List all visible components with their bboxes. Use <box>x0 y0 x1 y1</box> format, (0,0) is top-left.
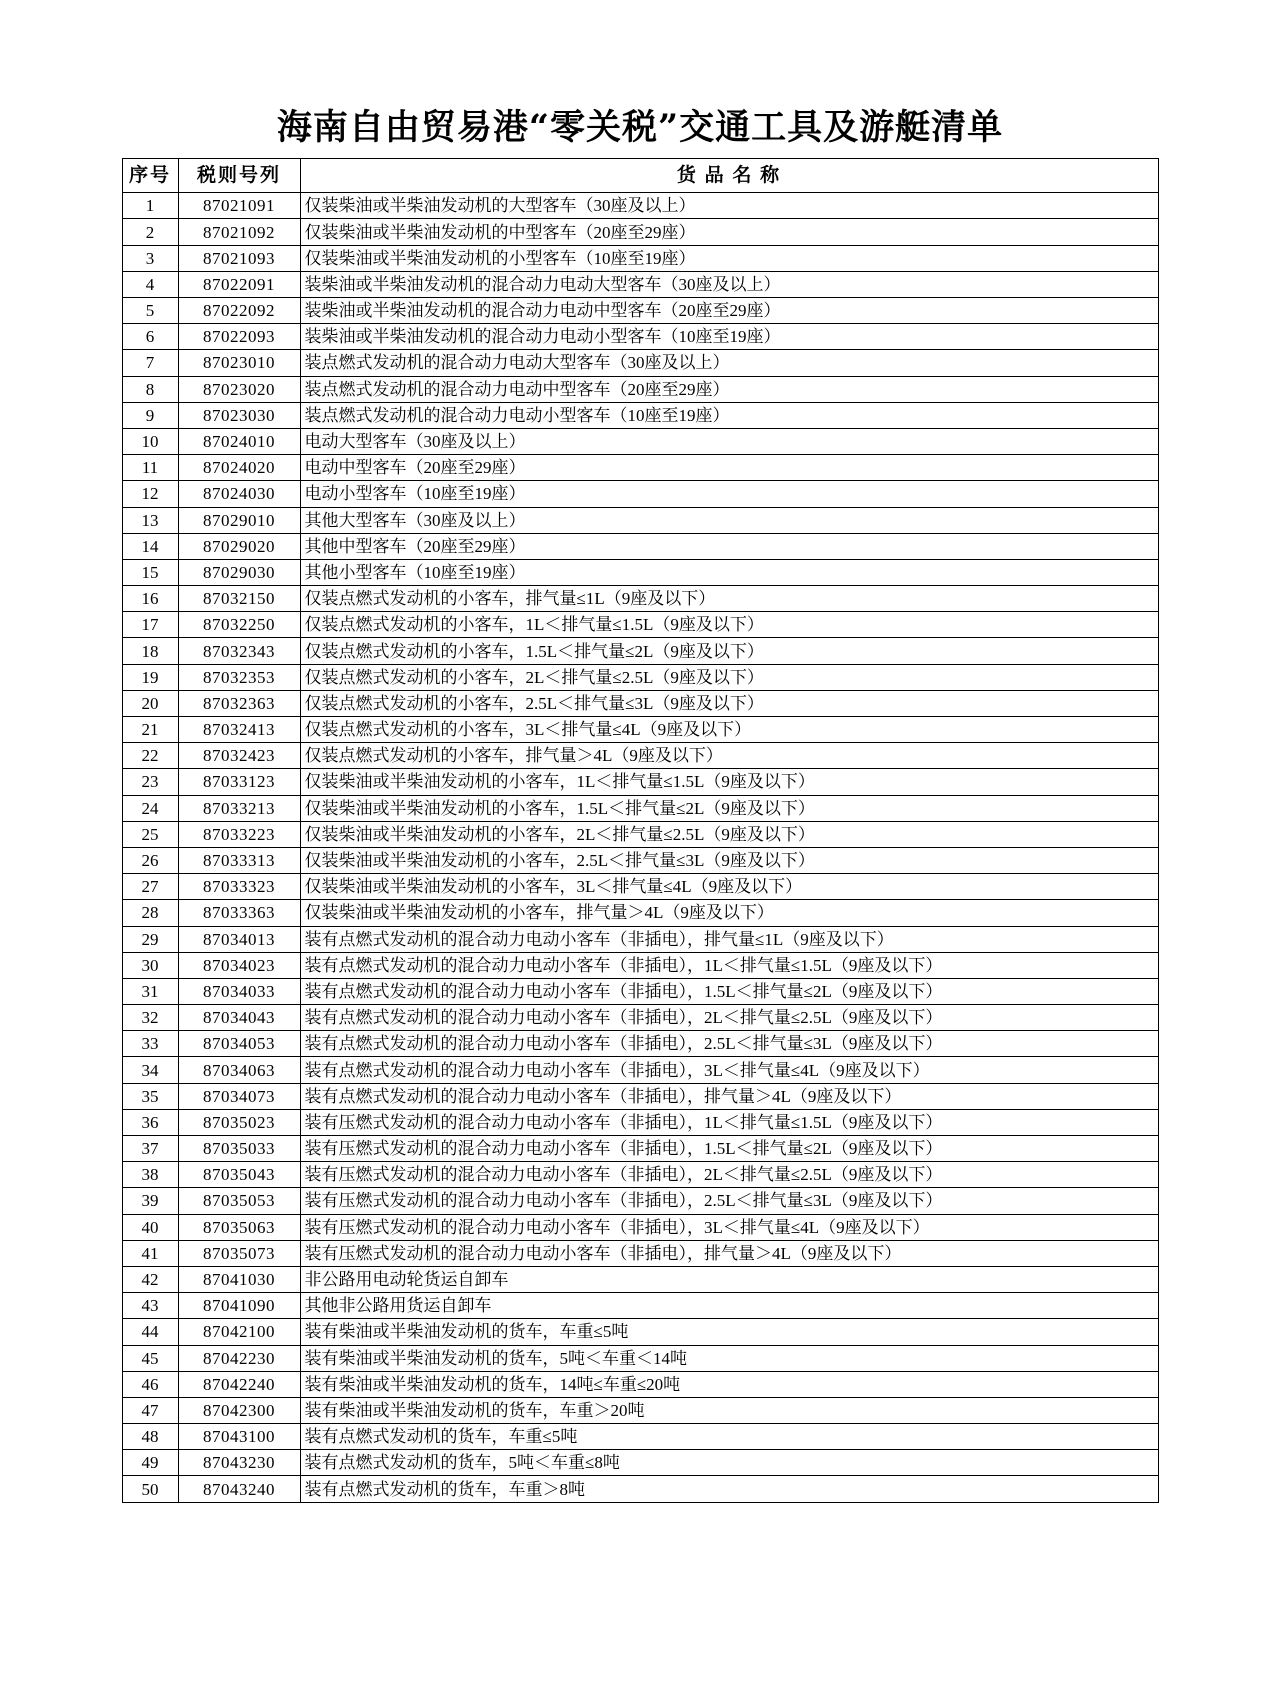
table-row <box>122 1450 1158 1476</box>
table-row <box>122 324 1158 350</box>
table-row <box>122 952 1158 978</box>
table-row <box>122 900 1158 926</box>
tariff-code-cell: 87032343 <box>178 638 300 664</box>
row-index-cell: 50 <box>122 1476 178 1502</box>
table-row <box>122 795 1158 821</box>
table-row <box>122 193 1158 219</box>
row-index-cell: 43 <box>122 1293 178 1319</box>
tariff-code-cell: 87042300 <box>178 1397 300 1423</box>
row-index-cell: 35 <box>122 1083 178 1109</box>
table-row <box>122 1345 1158 1371</box>
tariff-code-cell: 87035053 <box>178 1188 300 1214</box>
tariff-code-cell: 87032353 <box>178 664 300 690</box>
row-index-cell: 45 <box>122 1345 178 1371</box>
goods-name-cell: 仅装柴油或半柴油发动机的小客车，2L＜排气量≤2.5L（9座及以下） <box>300 821 1158 847</box>
tariff-code-cell: 87043100 <box>178 1424 300 1450</box>
table-body <box>122 193 1158 1502</box>
goods-name-cell: 仅装柴油或半柴油发动机的小客车，排气量＞4L（9座及以下） <box>300 900 1158 926</box>
goods-name-cell: 其他小型客车（10座至19座） <box>300 559 1158 585</box>
table-row <box>122 612 1158 638</box>
tariff-code-cell: 87041090 <box>178 1293 300 1319</box>
row-index-cell: 44 <box>122 1319 178 1345</box>
table-row <box>122 821 1158 847</box>
goods-name-cell: 装有压燃式发动机的混合动力电动小客车（非插电），2.5L＜排气量≤3L（9座及以下） <box>300 1188 1158 1214</box>
goods-name-cell: 仅装点燃式发动机的小客车，1.5L＜排气量≤2L（9座及以下） <box>300 638 1158 664</box>
table-row <box>122 1371 1158 1397</box>
tariff-code-cell: 87024030 <box>178 481 300 507</box>
tariff-code-cell: 87042230 <box>178 1345 300 1371</box>
goods-name-cell: 仅装柴油或半柴油发动机的大型客车（30座及以上） <box>300 193 1158 219</box>
table-row <box>122 245 1158 271</box>
goods-name-cell: 装有点燃式发动机的混合动力电动小客车（非插电），2.5L＜排气量≤3L（9座及以下） <box>300 1031 1158 1057</box>
goods-name-cell: 仅装柴油或半柴油发动机的小客车，2.5L＜排气量≤3L（9座及以下） <box>300 847 1158 873</box>
row-index-cell: 25 <box>122 821 178 847</box>
table-row <box>122 717 1158 743</box>
goods-name-cell: 其他非公路用货运自卸车 <box>300 1293 1158 1319</box>
table-row <box>122 926 1158 952</box>
tariff-code-cell: 87035023 <box>178 1109 300 1135</box>
row-index-cell: 14 <box>122 533 178 559</box>
table-row <box>122 1266 1158 1292</box>
tariff-code-cell: 87022091 <box>178 271 300 297</box>
table-row <box>122 1188 1158 1214</box>
goods-name-cell: 装有点燃式发动机的混合动力电动小客车（非插电），1L＜排气量≤1.5L（9座及以下） <box>300 952 1158 978</box>
row-index-cell: 15 <box>122 559 178 585</box>
goods-name-cell: 仅装点燃式发动机的小客车，2.5L＜排气量≤3L（9座及以下） <box>300 690 1158 716</box>
column-header-code: 税则号列 <box>178 159 300 193</box>
tariff-code-cell: 87032423 <box>178 743 300 769</box>
tariff-code-cell: 87033213 <box>178 795 300 821</box>
tariff-code-cell: 87022092 <box>178 298 300 324</box>
table-row <box>122 664 1158 690</box>
tariff-code-cell: 87034043 <box>178 1005 300 1031</box>
table-row <box>122 1293 1158 1319</box>
table-row <box>122 638 1158 664</box>
table-row <box>122 1319 1158 1345</box>
table-row <box>122 1397 1158 1423</box>
table-row <box>122 690 1158 716</box>
tariff-code-cell: 87021091 <box>178 193 300 219</box>
table-row <box>122 847 1158 873</box>
tariff-code-cell: 87023010 <box>178 350 300 376</box>
table-row <box>122 1057 1158 1083</box>
goods-name-cell: 仅装点燃式发动机的小客车，排气量≤1L（9座及以下） <box>300 586 1158 612</box>
row-index-cell: 17 <box>122 612 178 638</box>
goods-name-cell: 仅装点燃式发动机的小客车，2L＜排气量≤2.5L（9座及以下） <box>300 664 1158 690</box>
tariff-code-cell: 87032250 <box>178 612 300 638</box>
table-row <box>122 271 1158 297</box>
goods-name-cell: 装有点燃式发动机的混合动力电动小客车（非插电），3L＜排气量≤4L（9座及以下） <box>300 1057 1158 1083</box>
row-index-cell: 49 <box>122 1450 178 1476</box>
row-index-cell: 40 <box>122 1214 178 1240</box>
row-index-cell: 48 <box>122 1424 178 1450</box>
tariff-code-cell: 87023020 <box>178 376 300 402</box>
tariff-code-cell: 87033223 <box>178 821 300 847</box>
goods-name-cell: 装有点燃式发动机的混合动力电动小客车（非插电），排气量＞4L（9座及以下） <box>300 1083 1158 1109</box>
tariff-code-cell: 87021092 <box>178 219 300 245</box>
row-index-cell: 18 <box>122 638 178 664</box>
tariff-code-cell: 87033323 <box>178 874 300 900</box>
table-row <box>122 743 1158 769</box>
goods-name-cell: 电动小型客车（10座至19座） <box>300 481 1158 507</box>
tariff-code-cell: 87023030 <box>178 402 300 428</box>
tariff-code-cell: 87022093 <box>178 324 300 350</box>
table-row <box>122 1031 1158 1057</box>
goods-name-cell: 装有压燃式发动机的混合动力电动小客车（非插电），2L＜排气量≤2.5L（9座及以下） <box>300 1162 1158 1188</box>
row-index-cell: 41 <box>122 1240 178 1266</box>
table-row <box>122 350 1158 376</box>
table-row <box>122 1424 1158 1450</box>
row-index-cell: 16 <box>122 586 178 612</box>
row-index-cell: 20 <box>122 690 178 716</box>
tariff-code-cell: 87033313 <box>178 847 300 873</box>
row-index-cell: 46 <box>122 1371 178 1397</box>
goods-name-cell: 仅装柴油或半柴油发动机的小客车，3L＜排气量≤4L（9座及以下） <box>300 874 1158 900</box>
table-row <box>122 874 1158 900</box>
goods-name-cell: 装有柴油或半柴油发动机的货车，车重≤5吨 <box>300 1319 1158 1345</box>
tariff-code-cell: 87034063 <box>178 1057 300 1083</box>
goods-name-cell: 装有点燃式发动机的货车，5吨＜车重≤8吨 <box>300 1450 1158 1476</box>
goods-name-cell: 装有压燃式发动机的混合动力电动小客车（非插电），1.5L＜排气量≤2L（9座及以下） <box>300 1136 1158 1162</box>
goods-name-cell: 电动中型客车（20座至29座） <box>300 455 1158 481</box>
tariff-code-cell: 87032150 <box>178 586 300 612</box>
row-index-cell: 32 <box>122 1005 178 1031</box>
goods-name-cell: 装有点燃式发动机的混合动力电动小客车（非插电），1.5L＜排气量≤2L（9座及以下） <box>300 978 1158 1004</box>
goods-name-cell: 装有压燃式发动机的混合动力电动小客车（非插电），排气量＞4L（9座及以下） <box>300 1240 1158 1266</box>
tariff-code-cell: 87033363 <box>178 900 300 926</box>
table-header-row <box>122 159 1158 193</box>
goods-name-cell: 装有柴油或半柴油发动机的货车，14吨≤车重≤20吨 <box>300 1371 1158 1397</box>
tariff-code-cell: 87033123 <box>178 769 300 795</box>
tariff-table <box>122 158 1159 1502</box>
goods-name-cell: 装有压燃式发动机的混合动力电动小客车（非插电），1L＜排气量≤1.5L（9座及以下） <box>300 1109 1158 1135</box>
row-index-cell: 36 <box>122 1109 178 1135</box>
goods-name-cell: 装点燃式发动机的混合动力电动小型客车（10座至19座） <box>300 402 1158 428</box>
table-row <box>122 1162 1158 1188</box>
tariff-code-cell: 87042100 <box>178 1319 300 1345</box>
row-index-cell: 26 <box>122 847 178 873</box>
tariff-code-cell: 87035033 <box>178 1136 300 1162</box>
row-index-cell: 38 <box>122 1162 178 1188</box>
table-row <box>122 559 1158 585</box>
row-index-cell: 1 <box>122 193 178 219</box>
table-row <box>122 1005 1158 1031</box>
row-index-cell: 7 <box>122 350 178 376</box>
goods-name-cell: 仅装柴油或半柴油发动机的小客车，1.5L＜排气量≤2L（9座及以下） <box>300 795 1158 821</box>
row-index-cell: 23 <box>122 769 178 795</box>
row-index-cell: 12 <box>122 481 178 507</box>
goods-name-cell: 电动大型客车（30座及以上） <box>300 428 1158 454</box>
row-index-cell: 24 <box>122 795 178 821</box>
row-index-cell: 11 <box>122 455 178 481</box>
goods-name-cell: 装柴油或半柴油发动机的混合动力电动中型客车（20座至29座） <box>300 298 1158 324</box>
table-row <box>122 455 1158 481</box>
table-row <box>122 507 1158 533</box>
row-index-cell: 22 <box>122 743 178 769</box>
goods-name-cell: 装柴油或半柴油发动机的混合动力电动大型客车（30座及以上） <box>300 271 1158 297</box>
goods-name-cell: 装有点燃式发动机的混合动力电动小客车（非插电），排气量≤1L（9座及以下） <box>300 926 1158 952</box>
tariff-code-cell: 87035073 <box>178 1240 300 1266</box>
tariff-code-cell: 87029030 <box>178 559 300 585</box>
row-index-cell: 2 <box>122 219 178 245</box>
row-index-cell: 6 <box>122 324 178 350</box>
tariff-code-cell: 87043240 <box>178 1476 300 1502</box>
column-header-name: 货 品 名 称 <box>300 159 1158 193</box>
goods-name-cell: 装有点燃式发动机的货车，车重＞8吨 <box>300 1476 1158 1502</box>
goods-name-cell: 仅装柴油或半柴油发动机的小型客车（10座至19座） <box>300 245 1158 271</box>
row-index-cell: 8 <box>122 376 178 402</box>
goods-name-cell: 仅装点燃式发动机的小客车，排气量＞4L（9座及以下） <box>300 743 1158 769</box>
tariff-code-cell: 87034013 <box>178 926 300 952</box>
table-row <box>122 533 1158 559</box>
goods-name-cell: 仅装柴油或半柴油发动机的小客车，1L＜排气量≤1.5L（9座及以下） <box>300 769 1158 795</box>
goods-name-cell: 其他中型客车（20座至29座） <box>300 533 1158 559</box>
tariff-code-cell: 87035043 <box>178 1162 300 1188</box>
row-index-cell: 31 <box>122 978 178 1004</box>
tariff-code-cell: 87041030 <box>178 1266 300 1292</box>
table-row <box>122 1136 1158 1162</box>
goods-name-cell: 装有压燃式发动机的混合动力电动小客车（非插电），3L＜排气量≤4L（9座及以下） <box>300 1214 1158 1240</box>
row-index-cell: 39 <box>122 1188 178 1214</box>
goods-name-cell: 装有点燃式发动机的混合动力电动小客车（非插电），2L＜排气量≤2.5L（9座及以下） <box>300 1005 1158 1031</box>
table-row <box>122 402 1158 428</box>
tariff-code-cell: 87021093 <box>178 245 300 271</box>
row-index-cell: 42 <box>122 1266 178 1292</box>
goods-name-cell: 装有柴油或半柴油发动机的货车，车重＞20吨 <box>300 1397 1158 1423</box>
row-index-cell: 28 <box>122 900 178 926</box>
table-row <box>122 428 1158 454</box>
table-row <box>122 298 1158 324</box>
goods-name-cell: 装有柴油或半柴油发动机的货车，5吨＜车重＜14吨 <box>300 1345 1158 1371</box>
table-row <box>122 1083 1158 1109</box>
tariff-code-cell: 87024010 <box>178 428 300 454</box>
row-index-cell: 30 <box>122 952 178 978</box>
row-index-cell: 10 <box>122 428 178 454</box>
goods-name-cell: 其他大型客车（30座及以上） <box>300 507 1158 533</box>
row-index-cell: 9 <box>122 402 178 428</box>
table-row <box>122 1109 1158 1135</box>
row-index-cell: 29 <box>122 926 178 952</box>
row-index-cell: 33 <box>122 1031 178 1057</box>
goods-name-cell: 仅装柴油或半柴油发动机的中型客车（20座至29座） <box>300 219 1158 245</box>
tariff-code-cell: 87034023 <box>178 952 300 978</box>
table-row <box>122 769 1158 795</box>
table-row <box>122 586 1158 612</box>
tariff-code-cell: 87032413 <box>178 717 300 743</box>
row-index-cell: 19 <box>122 664 178 690</box>
row-index-cell: 13 <box>122 507 178 533</box>
row-index-cell: 4 <box>122 271 178 297</box>
table-row <box>122 978 1158 1004</box>
tariff-code-cell: 87043230 <box>178 1450 300 1476</box>
row-index-cell: 47 <box>122 1397 178 1423</box>
row-index-cell: 27 <box>122 874 178 900</box>
table-row <box>122 1240 1158 1266</box>
goods-name-cell: 装点燃式发动机的混合动力电动中型客车（20座至29座） <box>300 376 1158 402</box>
table-row <box>122 376 1158 402</box>
tariff-code-cell: 87029010 <box>178 507 300 533</box>
tariff-code-cell: 87042240 <box>178 1371 300 1397</box>
table-row <box>122 1476 1158 1502</box>
row-index-cell: 34 <box>122 1057 178 1083</box>
row-index-cell: 5 <box>122 298 178 324</box>
table-row <box>122 481 1158 507</box>
table-row <box>122 1214 1158 1240</box>
row-index-cell: 3 <box>122 245 178 271</box>
tariff-code-cell: 87029020 <box>178 533 300 559</box>
tariff-code-cell: 87024020 <box>178 455 300 481</box>
tariff-code-cell: 87034033 <box>178 978 300 1004</box>
row-index-cell: 37 <box>122 1136 178 1162</box>
tariff-code-cell: 87034053 <box>178 1031 300 1057</box>
goods-name-cell: 装点燃式发动机的混合动力电动大型客车（30座及以上） <box>300 350 1158 376</box>
row-index-cell: 21 <box>122 717 178 743</box>
tariff-code-cell: 87035063 <box>178 1214 300 1240</box>
goods-name-cell: 非公路用电动轮货运自卸车 <box>300 1266 1158 1292</box>
goods-name-cell: 装有点燃式发动机的货车，车重≤5吨 <box>300 1424 1158 1450</box>
tariff-code-cell: 87034073 <box>178 1083 300 1109</box>
goods-name-cell: 仅装点燃式发动机的小客车，3L＜排气量≤4L（9座及以下） <box>300 717 1158 743</box>
column-header-no: 序号 <box>122 159 178 193</box>
tariff-code-cell: 87032363 <box>178 690 300 716</box>
goods-name-cell: 装柴油或半柴油发动机的混合动力电动小型客车（10座至19座） <box>300 324 1158 350</box>
goods-name-cell: 仅装点燃式发动机的小客车，1L＜排气量≤1.5L（9座及以下） <box>300 612 1158 638</box>
page-title: 海南自由贸易港“零关税”交通工具及游艇清单 <box>276 107 1004 148</box>
table-row <box>122 219 1158 245</box>
